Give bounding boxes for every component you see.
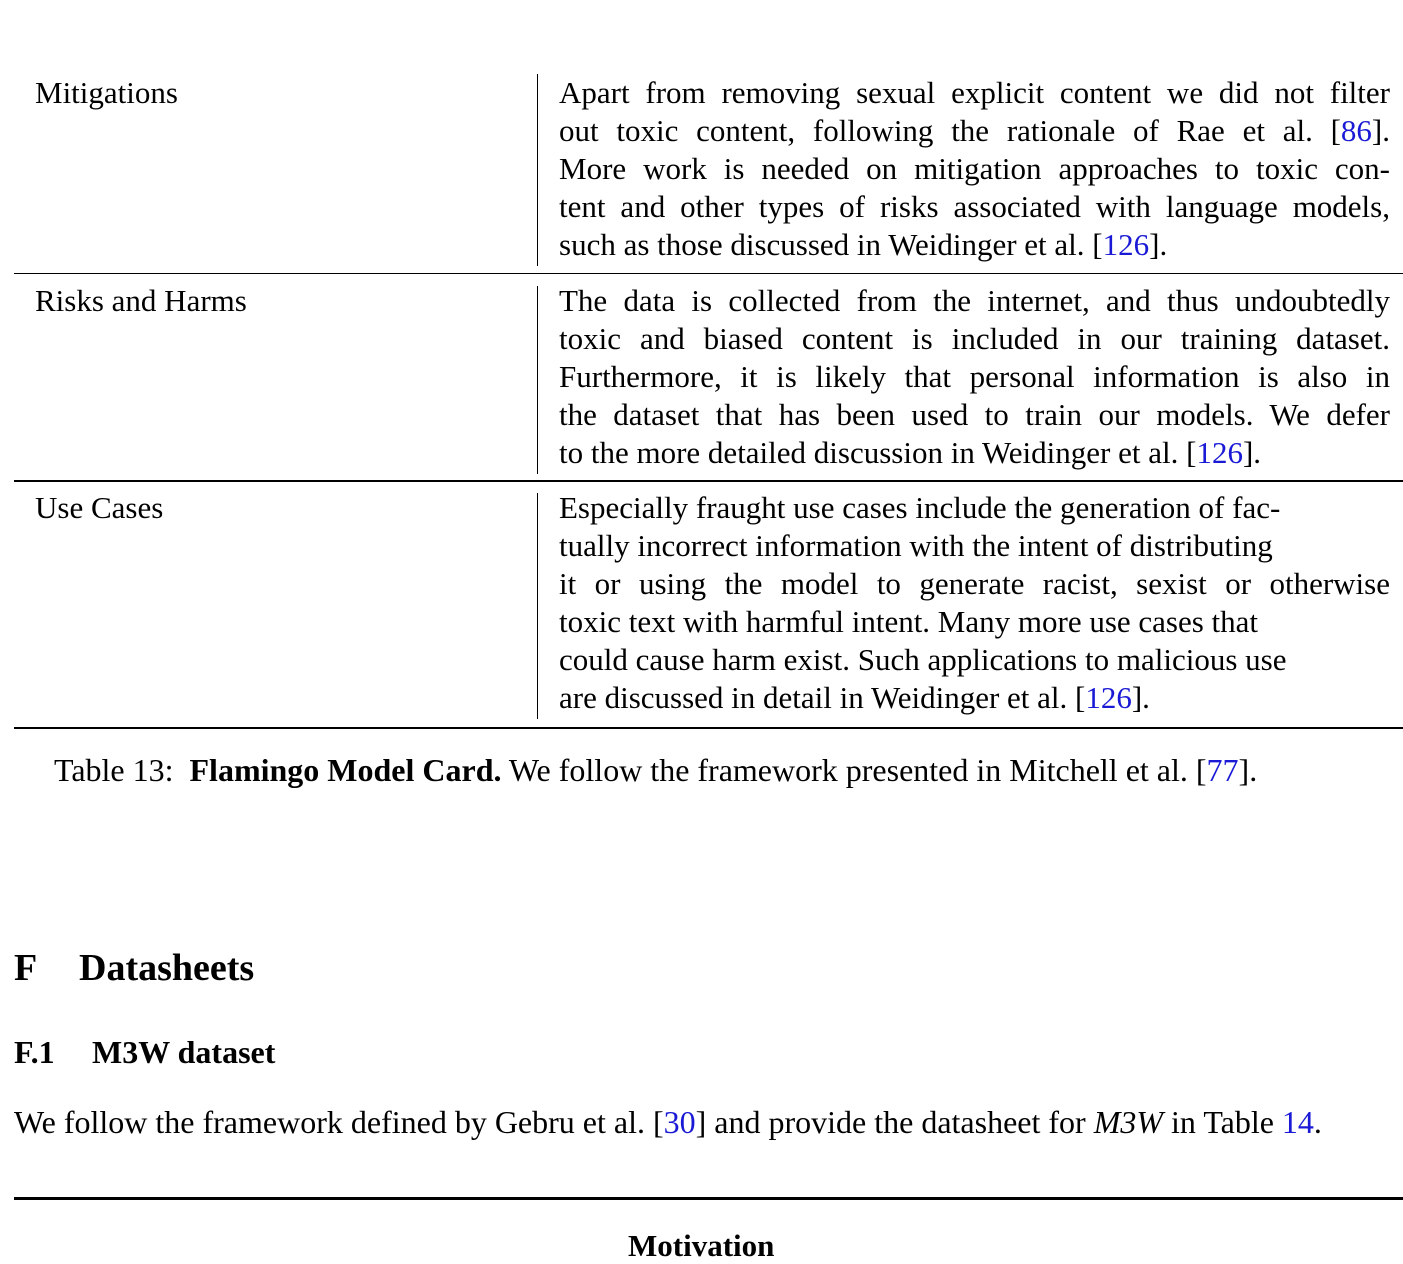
citation-link[interactable]: 126 xyxy=(1085,680,1132,715)
subsection-title: M3W dataset xyxy=(92,1034,276,1070)
caption-prefix: Table 13: xyxy=(54,752,174,788)
text-line: tent and other types of risks associated with language models, xyxy=(559,189,1390,224)
column-divider xyxy=(537,493,538,719)
section-title: Datasheets xyxy=(79,947,255,989)
row-divider xyxy=(14,480,1403,482)
column-divider xyxy=(537,286,538,474)
text-line: are discussed in detail in Weidinger et al. [126]. xyxy=(559,680,1150,715)
table-row-mitigations xyxy=(14,74,1403,270)
row-label: Risks and Harms xyxy=(35,283,247,318)
text-line: toxic and biased content is included in our training dataset. xyxy=(559,321,1390,356)
text-line: it or using the model to generate racist, sexist or otherwise xyxy=(559,566,1390,601)
table-row-risks-and-harms xyxy=(14,282,1403,478)
text-line: toxic text with harmful intent. Many more use cases that xyxy=(559,604,1259,639)
subsection-number: F.1 xyxy=(14,1034,55,1070)
table-bottom-rule xyxy=(14,727,1403,729)
body-paragraph: We follow the framework defined by Gebru et al. [30] and provide the datasheet for M3W in Table 14. xyxy=(14,1104,1322,1140)
subsection-heading xyxy=(14,1034,275,1071)
table-reference-link[interactable]: 14 xyxy=(1281,1104,1314,1140)
text-line: tually incorrect information with the intent of distributing xyxy=(559,528,1273,563)
text-line: The data is collected from the internet, and thus undoubtedly xyxy=(559,283,1390,318)
text-line: to the more detailed discussion in Weidinger et al. [126]. xyxy=(559,435,1262,470)
citation-link[interactable]: 126 xyxy=(1102,227,1150,262)
citation-link[interactable]: 86 xyxy=(1340,113,1372,148)
row-description xyxy=(559,74,1390,264)
citation-link[interactable]: 30 xyxy=(663,1104,696,1140)
section-number: F xyxy=(14,947,38,989)
text-line: the dataset that has been used to train our models. We defer xyxy=(559,397,1390,432)
citation-link[interactable]: 77 xyxy=(1206,752,1239,788)
text-line: could cause harm exist. Such applications to malicious use xyxy=(559,642,1287,677)
section-heading xyxy=(14,946,254,990)
text-line: Apart from removing sexual explicit content we did not filter xyxy=(559,75,1390,110)
column-divider xyxy=(537,74,538,266)
text-line: Furthermore, it is likely that personal information is also in xyxy=(559,359,1390,394)
row-label: Use Cases xyxy=(35,490,164,525)
text-line: More work is needed on mitigation approaches to toxic con- xyxy=(559,151,1390,186)
table-row-use-cases xyxy=(14,489,1403,725)
row-divider xyxy=(14,273,1403,274)
text-line: out toxic content, following the rationale of Rae et al. [86]. xyxy=(559,113,1390,148)
citation-link[interactable]: 126 xyxy=(1196,435,1243,470)
next-table-top-rule xyxy=(14,1197,1403,1200)
next-table-heading: Motivation xyxy=(628,1228,775,1263)
row-label: Mitigations xyxy=(35,75,178,110)
text-line: Especially fraught use cases include the generation of fac- xyxy=(559,490,1281,525)
row-description xyxy=(559,489,1390,717)
caption-bold-title: Flamingo Model Card. xyxy=(189,752,502,788)
text-line: such as those discussed in Weidinger et al. [126]. xyxy=(559,227,1168,262)
table-caption: Table 13: Flamingo Model Card. We follow the framework presented in Mitchell et al. [77]. xyxy=(54,752,1258,788)
row-description xyxy=(559,282,1390,472)
dataset-name: M3W xyxy=(1093,1104,1163,1140)
